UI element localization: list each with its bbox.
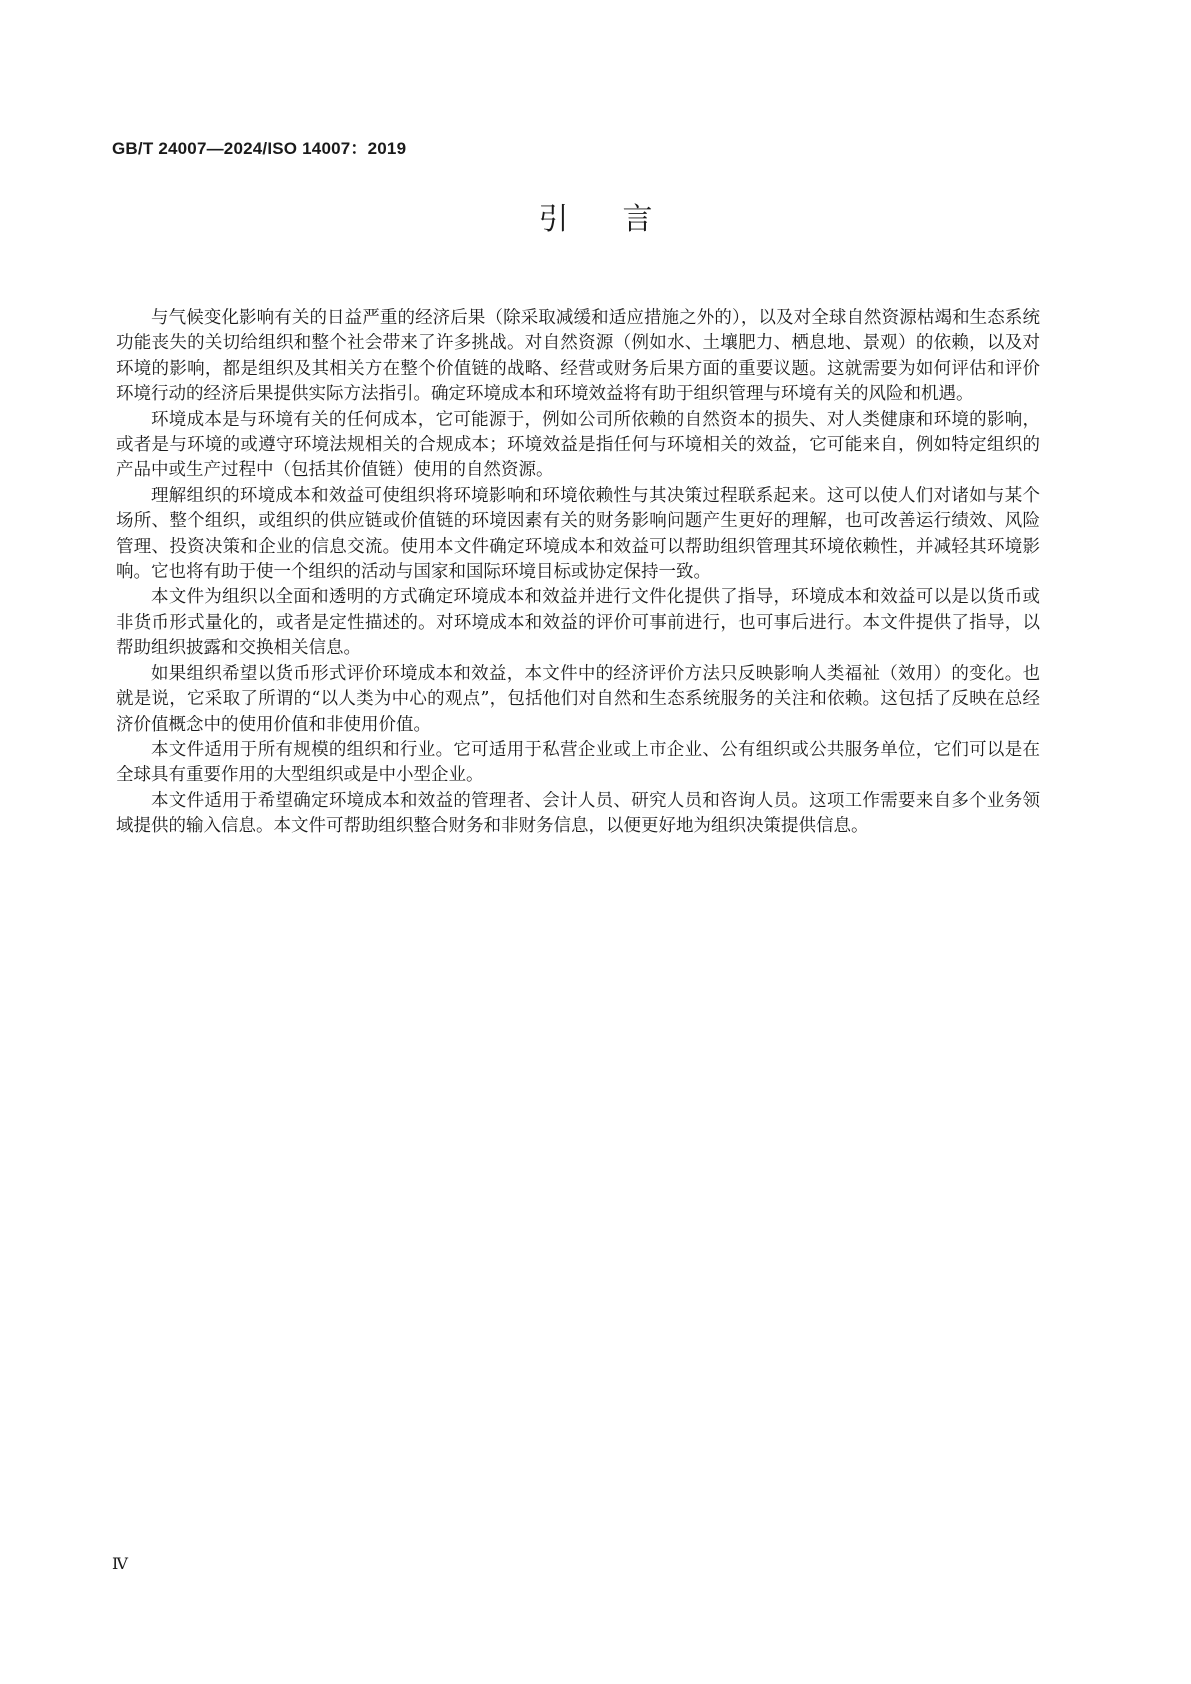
paragraph: 本文件为组织以全面和透明的方式确定环境成本和效益并进行文件化提供了指导，环境成本和效益可以是以货币或非货币形式量化的，或者是定性描述的。对环境成本和效益的评价可事前进行，也可事后进行。本文件提供了指导，以帮助组织披露和交换相关信息。 (116, 587, 1040, 659)
paragraph: 本文件适用于所有规模的组织和行业。它可适用于私营企业或上市企业、公有组织或公共服务单位，它们可以是在全球具有重要作用的大型组织或是中小型企业。 (116, 739, 1040, 786)
paragraph: 环境成本是与环境有关的任何成本，它可能源于，例如公司所依赖的自然资本的损失、对人类健康和环境的影响，或者是与环境的或遵守环境法规相关的合规成本；环境效益是指任何与环境相关的效益，它可能来自，例如特定组织的产品中或生产过程中（包括其价值链）使用的自然资源。 (116, 409, 1040, 481)
paragraph: 与气候变化影响有关的日益严重的经济后果（除采取减缓和适应措施之外的），以及对全球自然资源枯竭和生态系统功能丧失的关切给组织和整个社会带来了许多挑战。对自然资源（例如水、土壤肥力、栖息地、景观）的依赖，以及对环境的影响，都是组织及其相关方在整个价值链的战略、经营或财务后果方面的重要议题。这就需要为如何评估和评价环境行动的经济后果提供实际方法指引。确定环境成本和环境效益将有助于组织管理与环境有关的风险和机遇。 (116, 308, 1040, 405)
page-number: Ⅳ (112, 1554, 128, 1573)
paragraph: 理解组织的环境成本和效益可使组织将环境影响和环境依赖性与其决策过程联系起来。这可以使人们对诸如与某个场所、整个组织，或组织的供应链或价值链的环境因素有关的财务影响问题产生更好的理解，也可改善运行绩效、风险管理、投资决策和企业的信息交流。使用本文件确定环境成本和效益可以帮助组织管理其环境依赖性，并减轻其环境影响。它也将有助于使一个组织的活动与国家和国际环境目标或协定保持一致。 (116, 485, 1040, 583)
body-text (116, 306, 1040, 840)
paragraph: 本文件适用于希望确定环境成本和效益的管理者、会计人员、研究人员和咨询人员。这项工作需要来自多个业务领域提供的输入信息。本文件可帮助组织整合财务和非财务信息，以便更好地为组织决策提供信息。 (116, 790, 1040, 837)
paragraph: 如果组织希望以货币形式评价环境成本和效益，本文件中的经济评价方法只反映影响人类福祉（效用）的变化。也就是说，它采取了所谓的“以人类为中心的观点”，包括他们对自然和生态系统服务的关注和依赖。这包括了反映在总经济价值概念中的使用价值和非使用价值。 (116, 663, 1040, 735)
standard-number-header: GB/T 24007—2024/ISO 14007：2019 (112, 139, 407, 158)
section-title: 引言 (538, 202, 707, 237)
